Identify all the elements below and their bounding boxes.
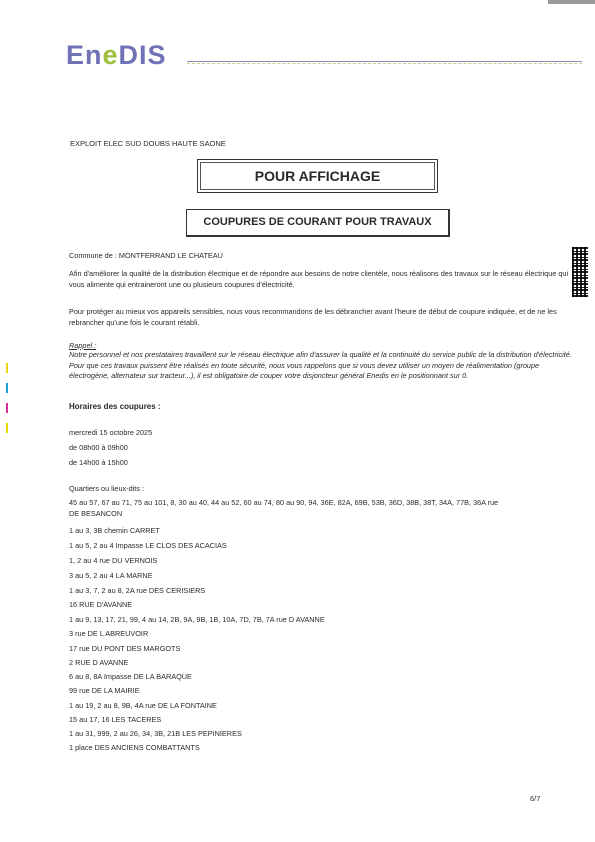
quartier-item: 15 au 17, 16 LES TACERES [69,715,162,724]
quartier-item: 3 au 5, 2 au 4 LA MARNE [69,571,153,580]
affichage-title: POUR AFFICHAGE [200,162,435,190]
quartier-item: 1 au 19, 2 au 8, 9B, 4A rue DE LA FONTAINE [69,701,217,710]
intro-paragraph: Afin d'améliorer la qualité de la distribution électrique et de répondre aux besoins de notre clientèle, nous réalisons des travaux sur le réseau électrique qui vous alimente qui entraineront une ou plusieurs coupures d'électricité. [69,269,569,289]
outage-slot: de 08h00 à 09h00 [69,443,128,452]
quartier-item: 1 au 31, 999, 2 au 26, 34, 3B, 21B LES PEPINIERES [69,729,242,738]
quartier-item: 1, 2 au 4 rue DU VERNOIS [69,556,158,565]
header-rule-dashed [187,63,582,64]
datamatrix-code [572,247,588,297]
scan-color-tick [6,423,8,433]
horaires-title: Horaires des coupures : [69,402,161,411]
rappel-text: Notre personnel et nos prestataires travaillent sur le réseau électrique afin d'assurer la qualité et la continuité du service public de la distribution d'électricité. Pour que ces travaux puissent être réalisés en toute sécurité, nous vous rappelons que si vous devez utiliser un moyen de réalimentation (groupe électrogène, alternateur sur tracteur...), il est obligatoire de couper votre disjoncteur général Enedis en le positionnant sur 0. [69,350,572,380]
commune-line: Commune de : MONTFERRAND LE CHATEAU [69,251,223,260]
quartier-item: 16 RUE D'AVANNE [69,600,133,609]
quartier-item: 1 au 9, 13, 17, 21, 99, 4 au 14, 2B, 9A, 9B, 1B, 10A, 7D, 7B, 7A rue D AVANNE [69,615,325,624]
coupures-title: COUPURES DE COURANT POUR TRAVAUX [186,209,450,237]
outage-slot: de 14h00 à 15h00 [69,458,128,467]
department-label: EXPLOIT ELEC SUD DOUBS HAUTE SAONE [70,139,226,148]
quartier-item: 1 au 3, 3B chemin CARRET [69,526,160,535]
quartier-item: 3 rue DE L ABREUVOIR [69,629,149,638]
outage-date: mercredi 15 octobre 2025 [69,428,153,437]
quartier-item: 6 au 8, 8A Impasse DE LA BARAQUE [69,672,192,681]
quartier-item: 1 au 3, 7, 2 au 8, 2A rue DES CERISIERS [69,586,206,595]
scan-color-tick [6,403,8,413]
page-number: 6/7 [530,794,541,803]
protection-paragraph: Pour protéger au mieux vos appareils sensibles, nous vous recommandons de les débrancher avant l'heure de début de coupure indiquée, et de ne les rebrancher qu'une fois le courant rétabli. [69,307,557,327]
quartiers-title: Quartiers ou lieux-dits : [69,484,145,493]
quartier-item: 1 place DES ANCIENS COMBATTANTS [69,743,200,752]
quartier-item: 99 rue DE LA MAIRIE [69,686,140,695]
quartier-item: 17 rue DU PONT DES MARGOTS [69,644,181,653]
quartier-item: DE BESANCON [69,509,123,518]
rappel-title: Rappel : [69,341,97,350]
quartier-item: 2 RUE D AVANNE [69,658,129,667]
header-rule [187,61,582,62]
quartier-item: 1 au 5, 2 au 4 Impasse LE CLOS DES ACACIAS [69,541,227,550]
scan-color-tick [6,363,8,373]
enedis-logo: EneDIS [66,40,167,70]
scan-color-tick [6,383,8,393]
scan-corner-mark [548,0,595,4]
quartier-item: 45 au 57, 67 au 71, 75 au 101, 8, 30 au 40, 44 au 52, 60 au 74, 80 au 90, 94, 36E, 82A, 69B, 53B, 36D, 38B, 38T, 34A, 77B, 36A rue [69,498,499,507]
